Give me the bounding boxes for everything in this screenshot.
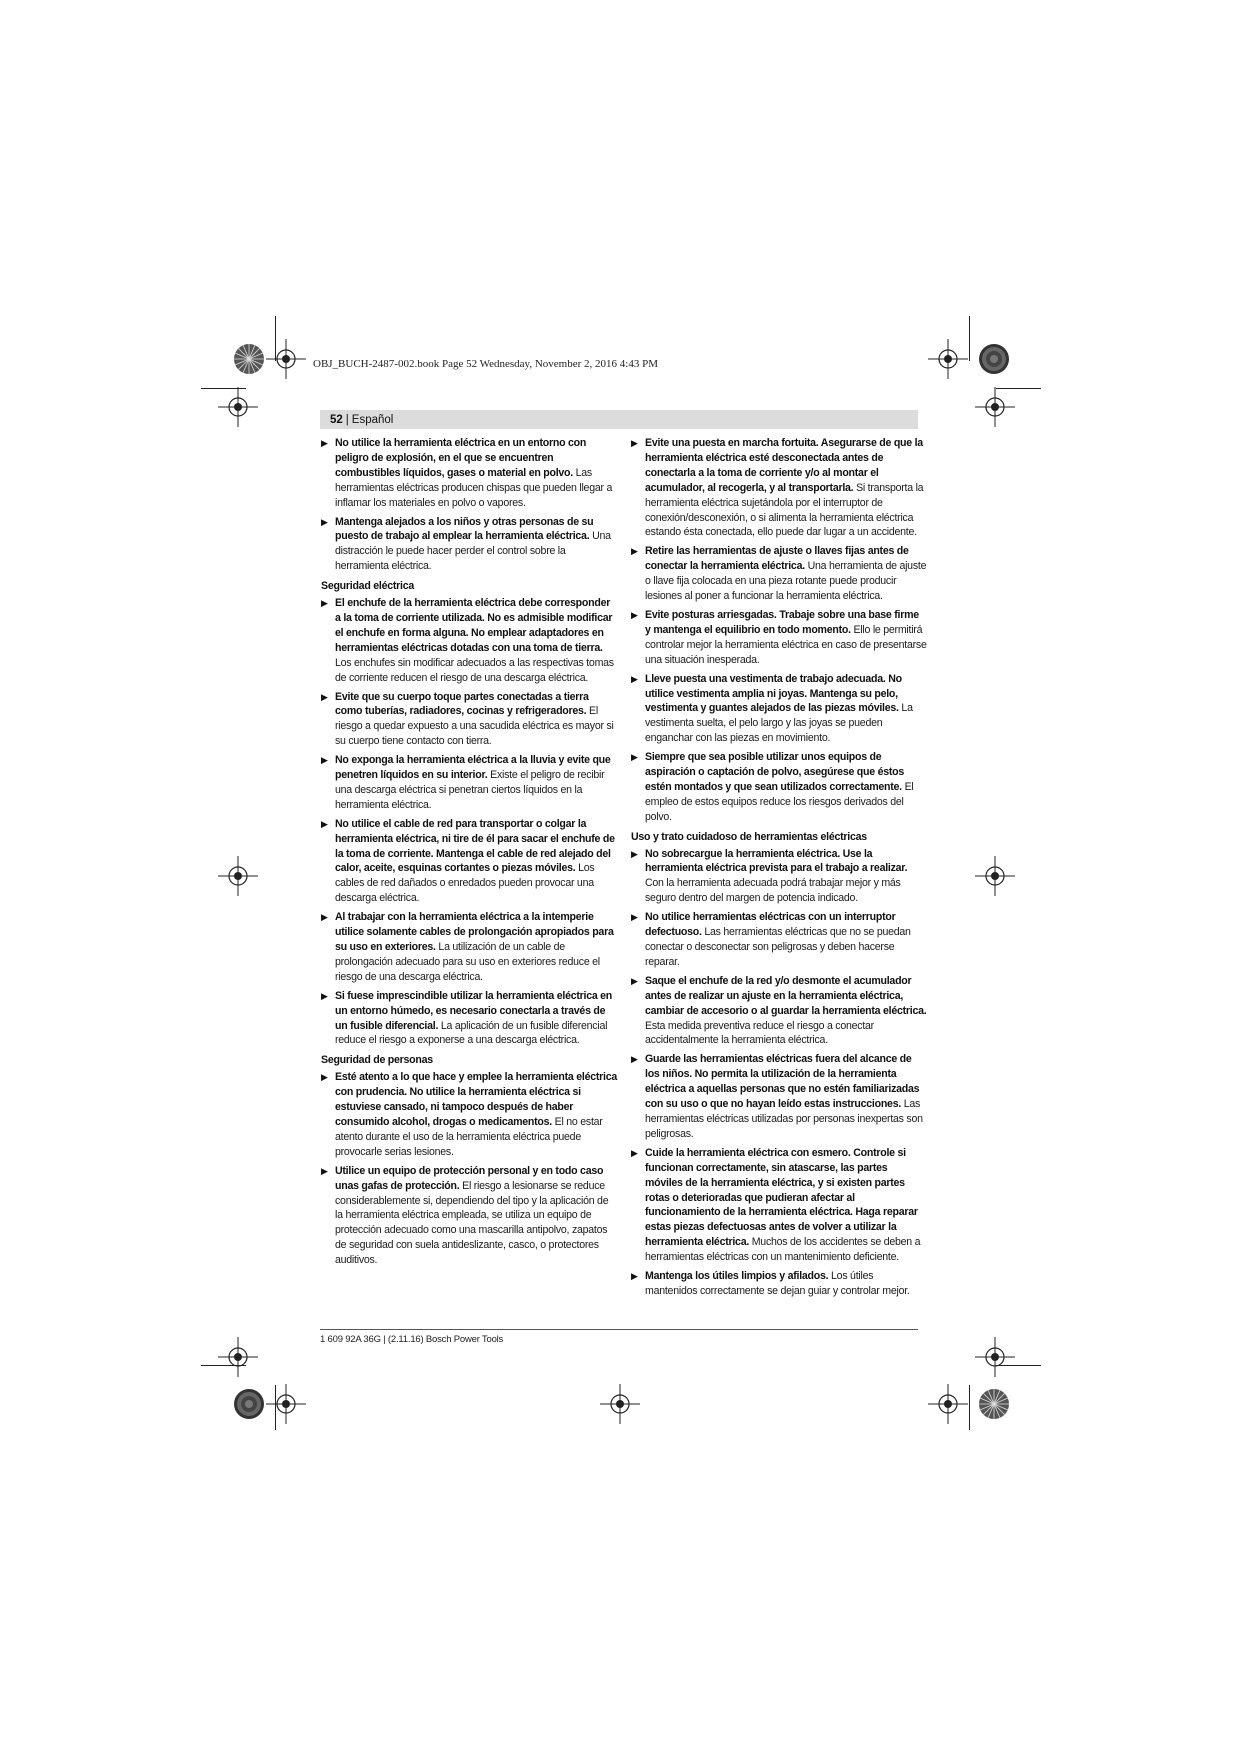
bullet-arrow-icon: ▶ xyxy=(631,546,638,557)
bullet-arrow-icon: ▶ xyxy=(321,818,328,829)
bullet-item xyxy=(321,817,617,906)
registration-mark-icon xyxy=(218,387,258,427)
bullet-instruction: No utilice el cable de red para transportar o colgar la herramienta eléctrica, ni tire de él para sacar el enchufe de la toma de corriente. Mantenga el cable de red alejado del calor, aceite, esquinas cortantes o piezas móviles. xyxy=(335,817,615,875)
registration-mark-icon xyxy=(975,387,1015,427)
bullet-item xyxy=(631,1269,927,1299)
bullet-explanation: Una distracción le puede hacer perder el control sobre la herramienta eléctrica. xyxy=(335,530,611,573)
starburst-target-icon xyxy=(233,1388,265,1420)
bullet-item xyxy=(631,910,927,970)
bullet-explanation: Existe el peligro de recibir una descarga eléctrica si penetran ciertos líquidos en la herramienta eléctrica. xyxy=(335,769,605,811)
bullet-item xyxy=(321,989,617,1049)
page-footer: 1 609 92A 36G | (2.11.16) Bosch Power Tools xyxy=(320,1334,504,1345)
left-group-2 xyxy=(321,596,617,1048)
bullet-instruction: Al trabajar con la herramienta eléctrica a la intemperie utilice solamente cables de prolongación apropiados para su uso en exteriores. xyxy=(335,911,614,953)
bullet-explanation: Con la herramienta adecuada podrá trabajar mejor y más seguro dentro del margen de potencia indicado. xyxy=(645,877,901,905)
bullet-item xyxy=(321,753,617,813)
bullet-arrow-icon: ▶ xyxy=(321,598,328,609)
bullet-arrow-icon: ▶ xyxy=(631,752,638,763)
bullet-item xyxy=(631,974,927,1049)
bullet-explanation: Ello le permitirá controlar mejor la herramienta eléctrica en caso de presentarse una situación inesperada. xyxy=(645,623,927,666)
bullet-item xyxy=(631,750,927,825)
bullet-item xyxy=(631,1146,927,1265)
bullet-instruction: Guarde las herramientas eléctricas fuera del alcance de los niños. No permita la utilización de la herramienta eléctrica a aquellas personas que no estén familiarizadas con su uso o que no hayan leído estas instrucciones. xyxy=(645,1053,920,1111)
bullet-item xyxy=(321,910,617,985)
bullet-explanation: La vestimenta suelta, el pelo largo y las joyas se pueden enganchar con las piezas en movimiento. xyxy=(645,702,913,745)
bullet-arrow-icon: ▶ xyxy=(631,673,638,684)
bullet-item xyxy=(321,515,617,575)
bullet-arrow-icon: ▶ xyxy=(631,975,638,986)
footer-rule xyxy=(320,1329,918,1330)
left-group-1 xyxy=(321,436,617,574)
bullet-instruction: Evite posturas arriesgadas. Trabaje sobre una base firme y mantenga el equilibrio en todo momento. xyxy=(645,608,919,636)
bullet-arrow-icon: ▶ xyxy=(321,912,328,923)
bullet-arrow-icon: ▶ xyxy=(321,990,328,1001)
bullet-item xyxy=(321,690,617,750)
print-slug: OBJ_BUCH-2487-002.book Page 52 Wednesday, November 2, 2016 4:43 PM xyxy=(313,358,658,370)
bullet-arrow-icon: ▶ xyxy=(321,438,328,448)
crop-line xyxy=(969,1385,970,1430)
bullet-explanation: El empleo de estos equipos reduce los riesgos derivados del polvo. xyxy=(645,780,914,823)
left-column xyxy=(321,436,617,1272)
bullet-instruction: Utilice un equipo de protección personal y en todo caso unas gafas de protección. xyxy=(335,1164,604,1192)
bullet-instruction: Siempre que sea posible utilizar unos equipos de aspiración o captación de polvo, asegúrese que éstos estén montados y que sean utilizados correctamente. xyxy=(645,751,904,793)
page-header xyxy=(320,410,918,429)
bullet-explanation: El riesgo a quedar expuesto a una sacudida eléctrica es mayor si su cuerpo tiene contacto con tierra. xyxy=(335,705,614,748)
bullet-explanation: Las herramientas eléctricas utilizadas por personas inexpertas son peligrosas. xyxy=(645,1098,923,1140)
bullet-item xyxy=(631,608,927,668)
left-group-3 xyxy=(321,1070,617,1268)
right-group-2 xyxy=(631,847,927,1299)
bullet-instruction: Mantenga alejados a los niños y otras personas de su puesto de trabajo al emplear la herramienta eléctrica. xyxy=(335,515,594,543)
bullet-instruction: Saque el enchufe de la red y/o desmonte el acumulador antes de realizar un ajuste en la herramienta eléctrica, cambiar de accesorio o al guardar la herramienta eléctrica. xyxy=(645,974,927,1017)
bullet-explanation: El riesgo a lesionarse se reduce considerablemente si, dependiendo del tipo y la aplicación de la herramienta eléctrica empleada, se utiliza un equipo de protección adecuado como una mascarilla antipolvo, zapatos de seguridad con suela antideslizante, casco, o protectores auditivos. xyxy=(335,1179,609,1267)
bullet-explanation: Las herramientas eléctricas producen chispas que pueden llegar a inflamar los materiales en polvo o vapores. xyxy=(335,466,613,509)
bullet-arrow-icon: ▶ xyxy=(321,755,328,766)
page-number: 52 xyxy=(330,413,343,426)
bullet-instruction: Evite una puesta en marcha fortuita. Asegurarse de que la herramienta eléctrica esté desconectada antes de conectarla a la toma de corriente y/o al montar el acumulador, al recogerla, y al transportarla. xyxy=(645,437,923,494)
bullet-explanation: Si transporta la herramienta eléctrica sujetándola por el interruptor de conexión/desconexión, o si alimenta la herramienta eléctrica estando ésta conectada, ello puede dar lugar a un accidente. xyxy=(645,481,924,539)
bullet-item xyxy=(321,1164,617,1268)
bullet-instruction: Lleve puesta una vestimenta de trabajo adecuada. No utilice vestimenta amplia ni joyas. Mantenga su pelo, vestimenta y guantes alejados de las piezas móviles. xyxy=(645,672,902,715)
bullet-instruction: No utilice la herramienta eléctrica en un entorno con peligro de explosión, en el que se encuentren combustibles líquidos, gases o material en polvo. xyxy=(335,437,587,479)
bullet-instruction: Esté atento a lo que hace y emplee la herramienta eléctrica con prudencia. No utilice la herramienta eléctrica si estuviese cansado, ni tampoco después de haber consumido alcohol, drogas o medicamentos. xyxy=(335,1071,618,1128)
bullet-explanation: Los útiles mantenidos correctamente se dejan guiar y controlar mejor. xyxy=(645,1270,910,1297)
registration-mark-icon xyxy=(218,1337,258,1377)
header-language: Español xyxy=(351,413,394,426)
bullet-instruction: No utilice herramientas eléctricas con un interruptor defectuoso. xyxy=(645,911,896,939)
bullet-arrow-icon: ▶ xyxy=(321,1165,328,1176)
bullet-instruction: No exponga la herramienta eléctrica a la lluvia y evite que penetren líquidos en su interior. xyxy=(335,754,611,782)
bullet-arrow-icon: ▶ xyxy=(631,848,638,859)
bullet-item xyxy=(631,847,927,907)
starburst-target-icon xyxy=(978,343,1010,375)
section-heading-personal-safety: Seguridad de personas xyxy=(321,1054,433,1067)
right-column xyxy=(631,436,927,1303)
bullet-instruction: El enchufe de la herramienta eléctrica debe corresponder a la toma de corriente utilizada. No es admisible modificar el enchufe en forma alguna. No emplear adaptadores en herramientas eléctricas dotadas con una toma de tierra. xyxy=(335,597,613,654)
bullet-item xyxy=(631,672,927,747)
bullet-item xyxy=(631,1052,927,1141)
bullet-item xyxy=(321,1070,617,1159)
registration-mark-icon xyxy=(928,1384,968,1424)
registration-mark-icon xyxy=(975,1337,1015,1377)
bullet-instruction: Si fuese imprescindible utilizar la herramienta eléctrica en un entorno húmedo, es necesario conectarla a través de un fusible diferencial. xyxy=(335,989,613,1032)
registration-mark-icon xyxy=(266,339,306,379)
bullet-arrow-icon: ▶ xyxy=(631,609,638,620)
bullet-arrow-icon: ▶ xyxy=(631,912,638,923)
bullet-arrow-icon: ▶ xyxy=(631,1054,638,1065)
bullet-arrow-icon: ▶ xyxy=(321,691,328,702)
bullet-instruction: Mantenga los útiles limpios y afilados. xyxy=(645,1270,829,1283)
bullet-instruction: Evite que su cuerpo toque partes conectadas a tierra como tuberías, radiadores, cocinas y refrigeradores. xyxy=(335,690,589,718)
registration-mark-icon xyxy=(928,339,968,379)
bullet-item xyxy=(631,436,927,540)
bullet-arrow-icon: ▶ xyxy=(321,1072,328,1083)
bullet-explanation: Los cables de red dañados o enredados pueden provocar una descarga eléctrica. xyxy=(335,862,595,905)
section-heading-electrical-safety: Seguridad eléctrica xyxy=(321,580,414,593)
bullet-instruction: Cuide la herramienta eléctrica con esmero. Controle si funcionan correctamente, sin atascarse, las partes móviles de la herramienta eléctrica, y si existen partes rotas o deterioradas que pudieran afectar al funcionamiento de la herramienta eléctrica. Haga reparar estas piezas defectuosas antes de volver a utilizar la herramienta eléctrica. xyxy=(645,1146,918,1249)
registration-mark-icon xyxy=(218,856,258,896)
bullet-explanation: Las herramientas eléctricas que no se puedan conectar o desconectar son peligrosas y deben hacerse reparar. xyxy=(645,926,911,968)
bullet-explanation: La utilización de un cable de prolongación adecuado para su uso en exteriores reduce el riesgo de una descarga eléctrica. xyxy=(335,941,600,983)
bullet-explanation: El no estar atento durante el uso de la herramienta eléctrica puede provocarle serias lesiones. xyxy=(335,1115,603,1158)
registration-mark-icon xyxy=(975,856,1015,896)
registration-mark-icon xyxy=(600,1384,640,1424)
bullet-item xyxy=(321,436,617,511)
registration-mark-icon xyxy=(266,1384,306,1424)
bullet-explanation: Los enchufes sin modificar adecuados a las respectivas tomas de corriente reducen el riesgo de una descarga eléctrica. xyxy=(335,656,614,684)
bullet-item xyxy=(321,596,617,685)
right-group-1 xyxy=(631,436,927,825)
header-separator: | xyxy=(345,413,349,426)
bullet-explanation: Muchos de los accidentes se deben a herramientas eléctricas con un mantenimiento deficiente. xyxy=(645,1236,921,1264)
bullet-explanation: La aplicación de un fusible diferencial reduce el riesgo a exponerse a una descarga eléctrica. xyxy=(335,1019,608,1047)
starburst-target-icon xyxy=(978,1388,1010,1420)
section-heading-tool-use-and-care: Uso y trato cuidadoso de herramientas eléctricas xyxy=(631,830,867,843)
bullet-arrow-icon: ▶ xyxy=(631,1271,638,1282)
bullet-instruction: Retire las herramientas de ajuste o llaves fijas antes de conectar la herramienta eléctrica. xyxy=(645,545,909,573)
bullet-explanation: Una herramienta de ajuste o llave fija colocada en una pieza rotante puede producir lesiones al poner a funcionar la herramienta eléctrica. xyxy=(645,560,927,603)
crop-line xyxy=(969,316,970,361)
bullet-item xyxy=(631,544,927,604)
starburst-target-icon xyxy=(233,343,265,375)
bullet-arrow-icon: ▶ xyxy=(321,516,328,527)
bullet-arrow-icon: ▶ xyxy=(631,438,638,448)
bullet-arrow-icon: ▶ xyxy=(631,1147,638,1158)
bullet-explanation: Esta medida preventiva reduce el riesgo a conectar accidentalmente la herramienta eléctrica. xyxy=(645,1019,874,1047)
bullet-instruction: No sobrecargue la herramienta eléctrica. Use la herramienta eléctrica prevista para el trabajo a realizar. xyxy=(645,847,908,875)
